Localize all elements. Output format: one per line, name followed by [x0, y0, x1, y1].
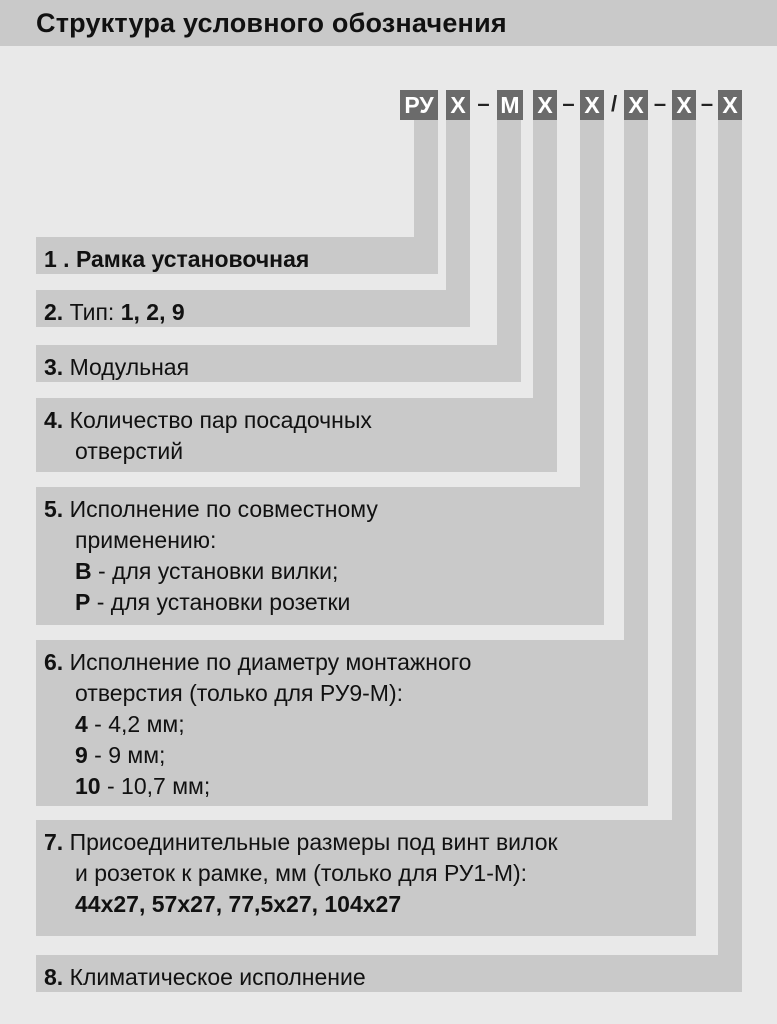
item-number: 3. — [44, 354, 64, 380]
item-text: Тип: — [69, 299, 121, 325]
option-key: 4 — [75, 711, 88, 737]
item-text-line2: отверстия (только для РУ9-М): — [75, 680, 404, 706]
item-text-line1: Количество пар посадочных — [69, 407, 372, 433]
option-9mm — [44, 740, 648, 771]
option-key: 9 — [75, 742, 88, 768]
item-values: 1, 2, 9 — [120, 299, 185, 325]
option-4mm — [44, 709, 648, 740]
item-6 — [36, 640, 648, 806]
item-number: 1 . — [44, 246, 70, 272]
code-separator: – — [700, 91, 714, 116]
item-number: 4. — [44, 407, 64, 433]
item-2 — [36, 290, 470, 327]
item-text-line2: и розеток к рамке, мм (только для РУ1-М): — [75, 860, 528, 886]
item-text-line2: применению: — [75, 527, 217, 553]
connector-3 — [497, 120, 521, 382]
code-part-application: Х — [580, 90, 604, 120]
item-text-line2: отверстий — [75, 438, 184, 464]
option-key: Р — [75, 589, 91, 615]
code-part-type: Х — [446, 90, 470, 120]
item-text: Климатическое исполнение — [69, 964, 366, 990]
code-part-diameter: Х — [624, 90, 648, 120]
item-number: 2. — [44, 299, 64, 325]
item-5 — [36, 487, 604, 625]
code-separator: / — [610, 91, 618, 116]
connector-8 — [718, 120, 742, 961]
item-dimensions: 44х27, 57х27, 77,5х27, 104х27 — [75, 891, 402, 917]
item-3 — [36, 345, 521, 382]
option-key: В — [75, 558, 92, 584]
code-separator: – — [653, 91, 667, 116]
item-text-line1: Исполнение по совместному — [69, 496, 378, 522]
item-number: 6. — [44, 649, 64, 675]
item-text-line1: Присоединительные размеры под винт вилок — [69, 829, 558, 855]
connector-7 — [672, 120, 696, 936]
title-bar — [0, 0, 777, 46]
code-separator: – — [562, 91, 575, 116]
option-text: - 4,2 мм; — [87, 711, 185, 737]
item-4 — [36, 398, 557, 472]
code-part-pairs: Х — [533, 90, 557, 120]
page-title: Структура условного обозначения — [36, 8, 507, 38]
item-number: 7. — [44, 829, 64, 855]
item-number: 8. — [44, 964, 64, 990]
option-socket — [44, 587, 604, 618]
item-1 — [36, 237, 438, 274]
item-number: 5. — [44, 496, 64, 522]
option-text: - для установки розетки — [90, 589, 351, 615]
item-text: Рамка установочная — [75, 246, 310, 272]
code-part-dimensions: Х — [672, 90, 696, 120]
option-10mm — [44, 771, 648, 802]
option-text: - 9 мм; — [87, 742, 166, 768]
item-text-line1: Исполнение по диаметру монтажного — [69, 649, 472, 675]
item-text: Модульная — [69, 354, 190, 380]
option-text: - для установки вилки; — [91, 558, 339, 584]
code-part-ru: РУ — [400, 90, 438, 120]
item-7 — [36, 820, 696, 936]
option-plug — [44, 556, 604, 587]
code-separator: – — [477, 91, 490, 116]
option-key: 10 — [75, 773, 101, 799]
item-8 — [36, 955, 742, 992]
code-part-modular: М — [497, 90, 523, 120]
code-part-climate: Х — [718, 90, 742, 120]
option-text: - 10,7 мм; — [100, 773, 211, 799]
